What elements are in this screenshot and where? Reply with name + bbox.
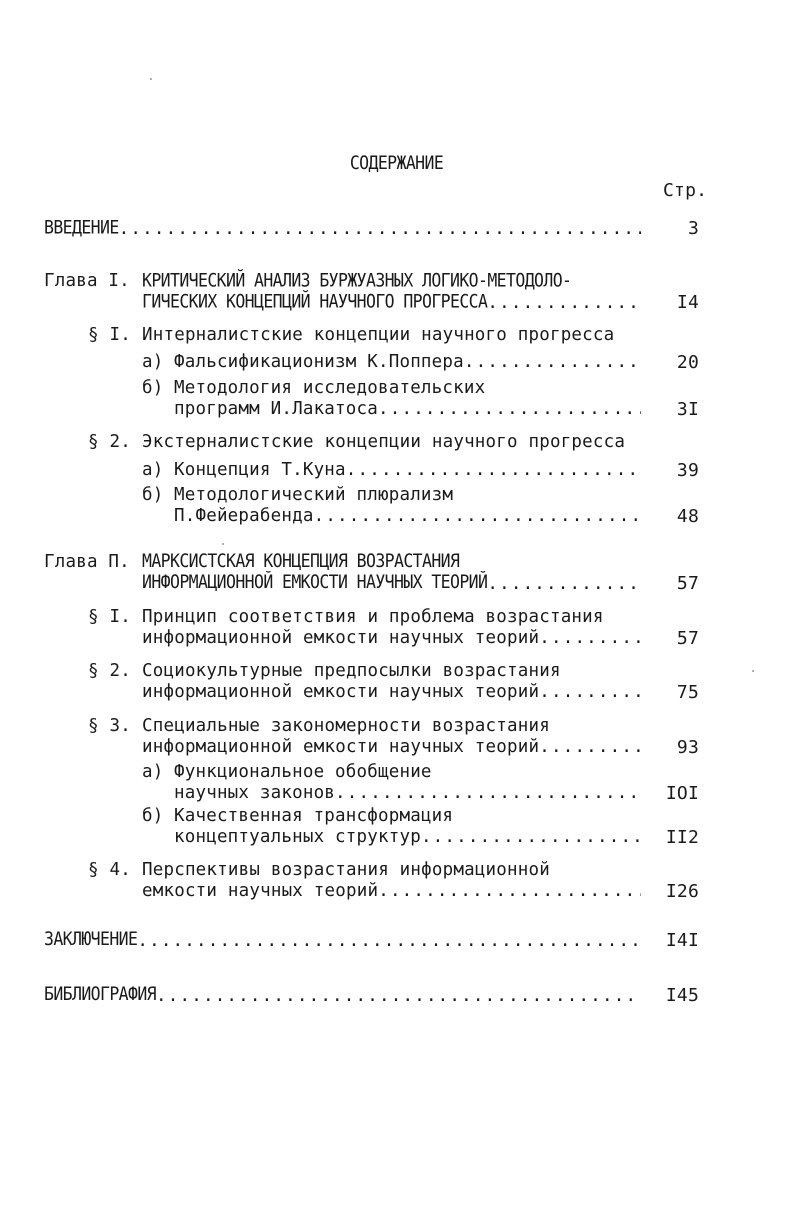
dot-leader [487, 293, 641, 314]
entry-title-line-2: информационной емкости научных теорий [142, 682, 540, 702]
dot-leader [137, 931, 641, 952]
subsection-label: б) [142, 378, 164, 398]
entry-page: 3 [687, 218, 699, 239]
subsection-label: а) [142, 762, 164, 782]
entry-title: Интерналистские концепции научного прогресса [142, 325, 615, 345]
page-title: СОДЕРЖАНИЕ [349, 151, 444, 174]
section-label: § 3. [88, 716, 131, 736]
dot-leader [378, 399, 641, 420]
dot-leader [539, 628, 641, 649]
entry-page: 75 [676, 682, 699, 703]
toc-entry-ch1-section-1[interactable] [0, 325, 793, 347]
section-label: § I. [88, 607, 131, 627]
entry-title: БИБЛИОГРАФИЯ [44, 983, 157, 1005]
entry-page: I4I [665, 930, 699, 951]
entry-page: II2 [665, 827, 699, 848]
entry-title-line-1: МАРКСИСТСКАЯ КОНЦЕПЦИЯ ВОЗРАСТАНИЯ [142, 550, 460, 572]
toc-entry-chapter-2[interactable] [0, 552, 793, 596]
dot-leader [539, 737, 641, 758]
entry-title-line-2: ИНФОРМАЦИОННОЙ ЕМКОСТИ НАУЧНЫХ ТЕОРИЙ [142, 571, 488, 593]
toc-entry-ch1-section-2[interactable] [0, 432, 793, 454]
chapter-label: Глава П. [44, 552, 130, 572]
subsection-label: б) [142, 806, 164, 826]
entry-title-line-2: концептуальных структур [174, 827, 421, 847]
page-column-header: Стр. [663, 180, 708, 201]
entry-title: Фальсификационизм К.Поппера [174, 352, 464, 372]
entry-page: I4 [676, 292, 699, 313]
toc-entry-ch2-section-1[interactable] [0, 607, 793, 651]
entry-title-line-1: Социокультурные предпосылки возрастания [142, 661, 561, 681]
dot-leader [464, 352, 641, 373]
toc-entry-chapter-1[interactable] [0, 271, 793, 315]
toc-entry-ch2-s3-a[interactable] [0, 762, 793, 806]
subsection-label: б) [142, 485, 164, 505]
toc-entry-ch1-s1-b[interactable] [0, 378, 793, 422]
entry-title-line-2: информационной емкости научных теорий [142, 628, 540, 648]
entry-page: 3I [676, 399, 699, 420]
entry-page: 57 [676, 628, 699, 649]
toc-entry-ch2-s3-b[interactable] [0, 806, 793, 850]
entry-page: 57 [676, 573, 699, 594]
entry-page: 39 [676, 460, 699, 481]
scan-speck [222, 543, 224, 545]
dot-leader [335, 783, 641, 804]
entry-title: Экстерналистские концепции научного прогресса [142, 432, 626, 452]
subsection-label: а) [142, 352, 164, 372]
entry-title-line-2: емкости научных теорий [142, 881, 379, 901]
entry-title-line-2: научных законов [174, 783, 336, 803]
entry-title-line-1: Специальные закономерности возрастания [142, 716, 550, 736]
dot-leader [378, 881, 641, 902]
dot-leader [421, 827, 641, 848]
subsection-label: а) [142, 460, 164, 480]
toc-entry-intro[interactable] [0, 218, 793, 240]
entry-title-line-2: ГИЧЕСКИХ КОНЦЕПЦИЙ НАУЧНОГО ПРОГРЕССА [142, 290, 488, 312]
toc-entry-ch2-section-4[interactable] [0, 860, 793, 904]
entry-title-line-2: П.Фейерабенда [174, 506, 314, 526]
entry-title-line-1: Функциональное обобщение [174, 762, 432, 782]
toc-entry-bibliography[interactable] [0, 985, 793, 1007]
section-label: § 4. [88, 860, 131, 880]
entry-title-line-1: КРИТИЧЕСКИЙ АНАЛИЗ БУРЖУАЗНЫХ ЛОГИКО-МЕТОДОЛО- [142, 269, 572, 291]
entry-title-line-1: Принцип соответствия и проблема возрастания [142, 607, 604, 627]
entry-title-line-1: Методологический плюрализм [174, 485, 454, 505]
entry-title: ЗАКЛЮЧЕНИЕ [44, 928, 138, 950]
dot-leader [314, 506, 641, 527]
entry-title: ВВЕДЕНИЕ [44, 216, 119, 238]
scan-speck [150, 78, 152, 80]
entry-title-line-2: информационной емкости научных теорий [142, 737, 540, 757]
entry-title: Концепция Т.Куна [174, 460, 346, 480]
toc-entry-ch2-section-2[interactable] [0, 661, 793, 705]
toc-entry-conclusion[interactable] [0, 930, 793, 952]
entry-title-line-1: Методология исследовательских [174, 378, 486, 398]
entry-title-line-1: Качественная трансформация [174, 806, 454, 826]
section-label: § I. [88, 325, 131, 345]
dot-leader [539, 682, 641, 703]
entry-page: 93 [676, 737, 699, 758]
toc-entry-ch1-s1-a[interactable] [0, 352, 793, 374]
dot-leader [487, 574, 641, 595]
entry-page: I26 [665, 881, 699, 902]
dot-leader [119, 219, 641, 240]
entry-page: 20 [676, 352, 699, 373]
toc-entry-ch1-s2-a[interactable] [0, 460, 793, 482]
entry-title-line-2: программ И.Лакатоса [174, 399, 378, 419]
section-label: § 2. [88, 661, 131, 681]
section-label: § 2. [88, 432, 131, 452]
chapter-label: Глава I. [44, 271, 130, 291]
dot-leader [156, 986, 641, 1007]
entry-page: 48 [676, 506, 699, 527]
toc-entry-ch2-section-3[interactable] [0, 716, 793, 760]
entry-page: IOI [665, 783, 699, 804]
entry-page: I45 [665, 985, 699, 1006]
scan-speck [752, 670, 754, 672]
toc-entry-ch1-s2-b[interactable] [0, 485, 793, 529]
entry-title-line-1: Перспективы возрастания информационной [142, 860, 550, 880]
dot-leader [346, 460, 641, 481]
